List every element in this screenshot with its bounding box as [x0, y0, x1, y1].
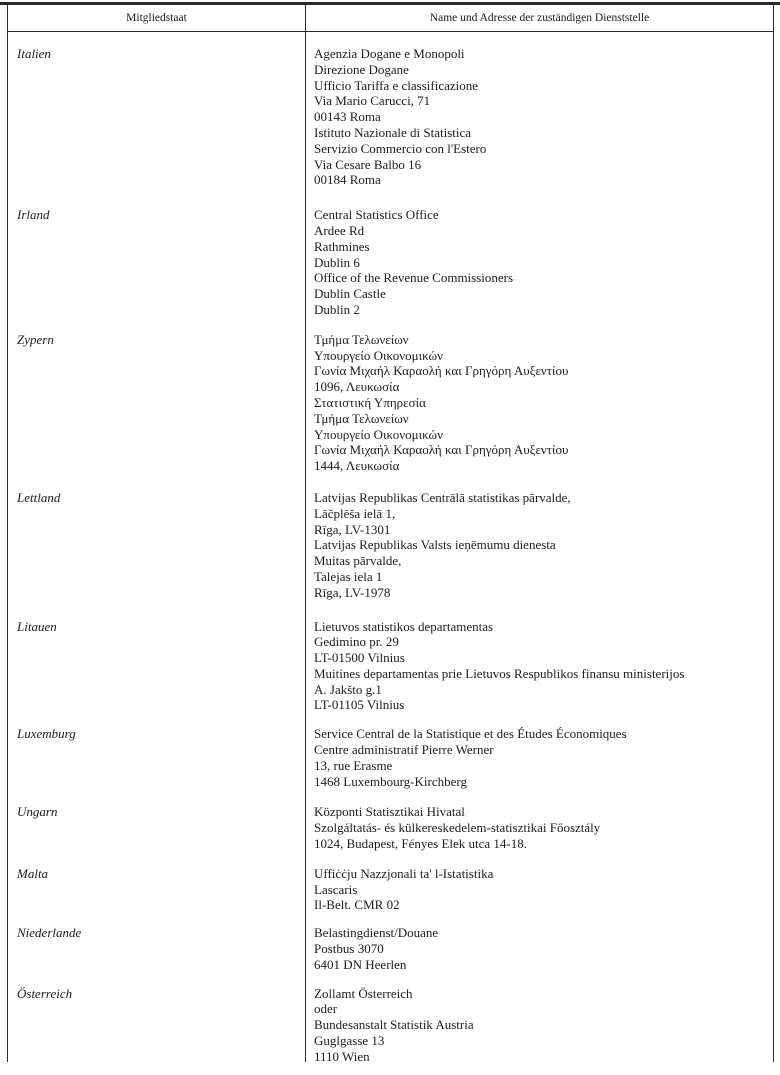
- address-line: Latvijas Republikas Valsts ieņēmumu dienesta: [314, 537, 556, 553]
- member-state-label: Luxemburg: [17, 726, 76, 742]
- header-label-member-state: Mitgliedstaat: [126, 12, 187, 24]
- address-line: Via Mario Carucci, 71: [314, 93, 431, 109]
- table-body: [8, 32, 773, 1062]
- address-cell: [306, 474, 773, 601]
- table-row: [8, 973, 773, 1062]
- address-line: Uffiċċju Nazzjonali ta' l-Istatistika: [314, 865, 494, 881]
- address-cell: [306, 601, 773, 714]
- address-line: Rīga, LV-1978: [314, 584, 391, 600]
- member-state-label: Malta: [17, 865, 49, 881]
- address-line: Istituto Nazionale di Statistica: [314, 124, 472, 140]
- member-state-cell: [8, 474, 306, 601]
- address-line: Servizio Commercio con l'Estero: [314, 140, 487, 156]
- member-state-cell: [8, 601, 306, 714]
- address-line: Zollamt Österreich: [314, 985, 413, 1001]
- address-line: Στατιστική Υπηρεσία: [314, 394, 426, 410]
- address-line: Lascaris: [314, 881, 358, 897]
- address-cell: [306, 713, 773, 789]
- address-cell: [306, 913, 773, 972]
- address-line: 1444, Λευκωσία: [314, 458, 400, 474]
- address-cell: [306, 32, 773, 188]
- address-cell: [306, 318, 773, 474]
- address-line: Talejas iela 1: [314, 568, 383, 584]
- table-header-row: [8, 5, 773, 32]
- header-cell-member-state: [8, 5, 306, 31]
- member-state-label: Litauen: [17, 618, 57, 634]
- table-row: [8, 318, 773, 474]
- address-line: Belastingdienst/Douane: [314, 925, 439, 941]
- table-row: [8, 601, 773, 714]
- address-line: Υπουργείο Οικονομικών: [314, 347, 443, 363]
- member-state-label: Österreich: [17, 985, 73, 1001]
- address-line: LT-01500 Vilnius: [314, 650, 405, 666]
- address-line: Gedimino pr. 29: [314, 634, 399, 650]
- table-row: [8, 789, 773, 851]
- member-state-cell: [8, 973, 306, 1062]
- table-row: [8, 852, 773, 913]
- address-line: Ardee Rd: [314, 222, 365, 238]
- address-line: Központi Statisztikai Hivatal: [314, 804, 465, 820]
- address-line: Τμήμα Τελωνείων: [314, 410, 409, 426]
- address-line: 13, rue Erasme: [314, 757, 393, 773]
- address-line: Szolgáltatás- és külkereskedelem-statisztikai Főosztály: [314, 820, 601, 836]
- member-state-cell: [8, 713, 306, 789]
- address-line: Central Statistics Office: [314, 207, 439, 223]
- address-line: 6401 DN Heerlen: [314, 956, 407, 972]
- address-line: Lietuvos statistikos departamentas: [314, 618, 494, 634]
- address-cell: [306, 852, 773, 913]
- address-line: Guglgasse 13: [314, 1033, 385, 1049]
- member-state-cell: [8, 913, 306, 972]
- member-state-cell: [8, 789, 306, 851]
- address-line: Lāčplēša ielā 1,: [314, 505, 396, 521]
- address-line: 1024, Budapest, Fényes Elek utca 14-18.: [314, 836, 528, 852]
- address-line: 00143 Roma: [314, 109, 381, 125]
- table-row: [8, 913, 773, 972]
- address-line: 1096, Λευκωσία: [314, 379, 400, 395]
- address-line: Centre administratif Pierre Werner: [314, 742, 494, 758]
- address-line: Agenzia Dogane e Monopoli: [314, 46, 465, 61]
- address-line: Τμήμα Τελωνείων: [314, 331, 409, 347]
- address-line: Muitines departamentas prie Lietuvos Respublikos finansu ministerijos: [314, 665, 685, 681]
- address-line: oder: [314, 1001, 338, 1017]
- address-cell: [306, 789, 773, 851]
- address-line: Dublin 2: [314, 301, 360, 317]
- address-line: Direzione Dogane: [314, 61, 409, 77]
- address-cell: [306, 973, 773, 1062]
- member-state-label: Lettland: [17, 489, 61, 505]
- member-state-cell: [8, 32, 306, 188]
- header-cell-office-name-address: [306, 5, 773, 31]
- member-state-cell: [8, 188, 306, 318]
- address-line: Il-Belt. CMR 02: [314, 897, 400, 913]
- table-row: [8, 474, 773, 601]
- address-line: 1110 Wien: [314, 1048, 370, 1062]
- address-line: LT-01105 Vilnius: [314, 697, 405, 713]
- member-state-cell: [8, 852, 306, 913]
- member-state-label: Irland: [17, 207, 50, 223]
- address-line: A. Jakšto g.1: [314, 681, 382, 697]
- table-row: [8, 713, 773, 789]
- member-state-cell: [8, 318, 306, 474]
- header-label-office-name-address: Name und Adresse der zuständigen Dienststelle: [429, 12, 650, 24]
- address-line: Muitas pārvalde,: [314, 553, 402, 569]
- address-line: Γωνία Μιχαήλ Καραολή και Γρηγόρη Αυξεντίου: [314, 363, 569, 379]
- member-state-label: Italien: [17, 46, 51, 61]
- address-line: Service Central de la Statistique et des Études Économiques: [314, 726, 627, 742]
- address-line: Υπουργείο Οικονομικών: [314, 426, 443, 442]
- address-line: Bundesanstalt Statistik Austria: [314, 1017, 474, 1033]
- address-line: Postbus 3070: [314, 941, 384, 957]
- table-row: [8, 32, 773, 188]
- address-line: Rathmines: [314, 238, 370, 254]
- member-state-label: Ungarn: [17, 804, 58, 820]
- address-line: Latvijas Republikas Centrālā statistikas pārvalde,: [314, 489, 571, 505]
- address-line: Γωνία Μιχαήλ Καραολή και Γρηγόρη Αυξεντίου: [314, 442, 569, 458]
- member-state-table: [7, 5, 774, 1062]
- table-row: [8, 188, 773, 318]
- address-line: Via Cesare Balbo 16: [314, 156, 422, 172]
- address-cell: [306, 188, 773, 318]
- member-state-label: Niederlande: [17, 925, 82, 941]
- address-line: 00184 Roma: [314, 172, 381, 188]
- address-line: 1468 Luxembourg-Kirchberg: [314, 773, 467, 789]
- address-line: Office of the Revenue Commissioners: [314, 270, 514, 286]
- address-line: Dublin Castle: [314, 286, 386, 302]
- member-state-label: Zypern: [17, 331, 54, 347]
- address-line: Dublin 6: [314, 254, 360, 270]
- address-line: Rīga, LV-1301: [314, 521, 391, 537]
- address-line: Ufficio Tariffa e classificazione: [314, 77, 479, 93]
